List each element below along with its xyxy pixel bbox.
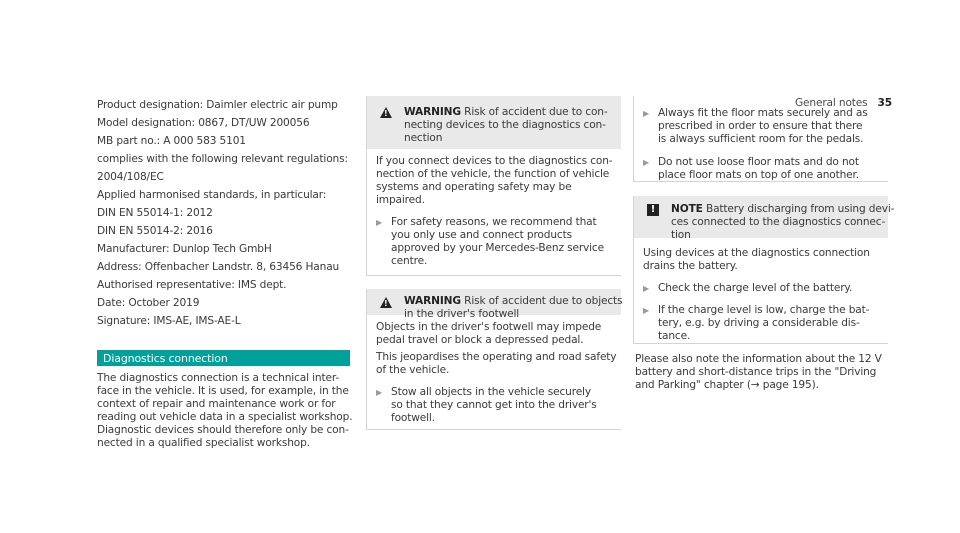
paragraph-line: battery and short-distance trips in the "Driving xyxy=(635,366,877,378)
bullet-line: is always sufficient room for the pedals. xyxy=(658,133,864,145)
warning-box-diagnostics xyxy=(366,96,621,276)
bullet-arrow-icon: ▶ xyxy=(376,388,383,397)
bullet-arrow-icon: ▶ xyxy=(643,158,650,167)
warning-keyword: WARNING xyxy=(404,295,461,307)
body-line: impaired. xyxy=(376,194,425,206)
paragraph-line: face in the vehicle. It is used, for example, in the xyxy=(97,385,349,397)
spec-line: Applied harmonised standards, in particular: xyxy=(97,189,327,201)
paragraph-line: nected in a qualified specialist workshop. xyxy=(97,437,310,449)
spec-line: MB part no.: A 000 583 5101 xyxy=(97,135,246,147)
bullet-line: approved by your Mercedes-Benz service xyxy=(391,242,604,254)
note-header xyxy=(634,196,895,241)
bullet-line: tance. xyxy=(658,330,691,342)
bullet-line: you only use and connect products xyxy=(391,229,572,241)
spec-line: Address: Offenbacher Landstr. 8, 63456 Hanau xyxy=(97,261,340,273)
continued-bullets xyxy=(633,96,888,182)
body-line: drains the battery. xyxy=(643,260,738,272)
paragraph-line: reading out vehicle data in a specialist workshop. xyxy=(97,411,353,423)
paragraph-line: Diagnostic devices should therefore only be con- xyxy=(97,424,349,436)
bullet-item xyxy=(634,107,888,146)
bullet-arrow-icon: ▶ xyxy=(643,306,650,315)
bullet-item xyxy=(367,386,621,425)
bullet-arrow-icon: ▶ xyxy=(376,218,383,227)
section-heading: Diagnostics connection xyxy=(103,352,228,365)
bullet-line: footwell. xyxy=(391,412,435,424)
bullet-line: tery, e.g. by driving a considerable dis- xyxy=(658,317,860,329)
spec-line: Model designation: 0867, DT/UW 200056 xyxy=(97,117,310,129)
bullet-arrow-icon: ▶ xyxy=(643,109,650,118)
battery-reference-paragraph xyxy=(635,353,889,392)
bullet-line: Stow all objects in the vehicle securely xyxy=(391,386,591,398)
section-heading-bar xyxy=(97,350,350,366)
spec-line: Signature: IMS-AE, IMS-AE-L xyxy=(97,315,241,327)
warning-title-line: Risk of accident due to con- xyxy=(464,106,608,118)
spec-line: Manufacturer: Dunlop Tech GmbH xyxy=(97,243,272,255)
bullet-item xyxy=(634,304,888,343)
note-title-line: ces connected to the diagnostics connec- xyxy=(671,216,886,228)
warning-header xyxy=(367,289,623,320)
warning-keyword: WARNING xyxy=(404,106,461,118)
bullet-item xyxy=(634,282,888,295)
note-title-line: Battery discharging from using devi- xyxy=(705,203,895,215)
paragraph-line: Please also note the information about the 12 V xyxy=(635,353,882,365)
warning-body xyxy=(367,149,621,268)
page-reference-link[interactable]: and Parking" chapter (→ page 195). xyxy=(635,379,819,391)
diagnostics-paragraph xyxy=(97,372,357,450)
warning-triangle-icon xyxy=(380,297,392,308)
warning-title-line: nection xyxy=(404,132,443,144)
bullet-line: For safety reasons, we recommend that xyxy=(391,216,597,228)
spec-line: Product designation: Daimler electric air pump xyxy=(97,99,338,111)
warning-title-line: in the driver's footwell xyxy=(404,308,520,320)
bullet-line: place floor mats on top of one another. xyxy=(658,169,860,181)
bullet-item xyxy=(367,216,621,268)
warning-title-line: necting devices to the diagnostics con- xyxy=(404,119,606,131)
bullet-line: so that they cannot get into the driver's xyxy=(391,399,597,411)
warning-header xyxy=(367,96,621,149)
paragraph-line: context of repair and maintenance work or for xyxy=(97,398,336,410)
page-number: 35 xyxy=(877,97,892,109)
warning-triangle-icon xyxy=(380,107,392,118)
section-name: General notes xyxy=(794,97,868,109)
bullet-item xyxy=(634,156,888,182)
paragraph-line: The diagnostics connection is a technical inter- xyxy=(97,372,340,384)
spec-line: Authorised representative: IMS dept. xyxy=(97,279,287,291)
spec-line: complies with the following relevant regulations: xyxy=(97,153,348,165)
body-line: systems and operating safety may be xyxy=(376,181,572,193)
warning-title-line: Risk of accident due to objects xyxy=(464,295,623,307)
bullet-line: If the charge level is low, charge the bat- xyxy=(658,304,870,316)
warning-title xyxy=(404,106,608,145)
spec-line: DIN EN 55014-1: 2012 xyxy=(97,207,213,219)
spec-line: 2004/108/EC xyxy=(97,171,164,183)
note-box-battery xyxy=(633,196,895,344)
warning-box-footwell xyxy=(366,289,621,430)
body-line: of the vehicle. xyxy=(376,364,450,376)
bullet-line: centre. xyxy=(391,255,428,267)
bullet-line: Always fit the floor mats securely and as xyxy=(658,107,868,119)
spec-line: DIN EN 55014-2: 2016 xyxy=(97,225,213,237)
spec-line: Date: October 2019 xyxy=(97,297,200,309)
body-line: This jeopardises the operating and road safety xyxy=(376,351,617,363)
spec-list xyxy=(97,96,350,330)
warning-body xyxy=(367,315,621,425)
note-exclamation-icon: ! xyxy=(647,204,659,216)
bullet-line: Check the charge level of the battery. xyxy=(658,282,853,294)
bullet-arrow-icon: ▶ xyxy=(643,284,650,293)
body-line: nection of the vehicle, the function of vehicle xyxy=(376,168,610,180)
note-title xyxy=(671,203,894,242)
body-line: Objects in the driver's footwell may impede xyxy=(376,321,602,333)
body-line: If you connect devices to the diagnostics con- xyxy=(376,155,613,167)
note-body xyxy=(634,238,888,343)
note-title-line: tion xyxy=(671,229,691,241)
bullet-line: prescribed in order to ensure that there xyxy=(658,120,863,132)
body-line: Using devices at the diagnostics connection xyxy=(643,247,870,259)
bullet-line: Do not use loose floor mats and do not xyxy=(658,156,859,168)
body-line: pedal travel or block a depressed pedal. xyxy=(376,334,584,346)
note-keyword: NOTE xyxy=(671,203,703,215)
